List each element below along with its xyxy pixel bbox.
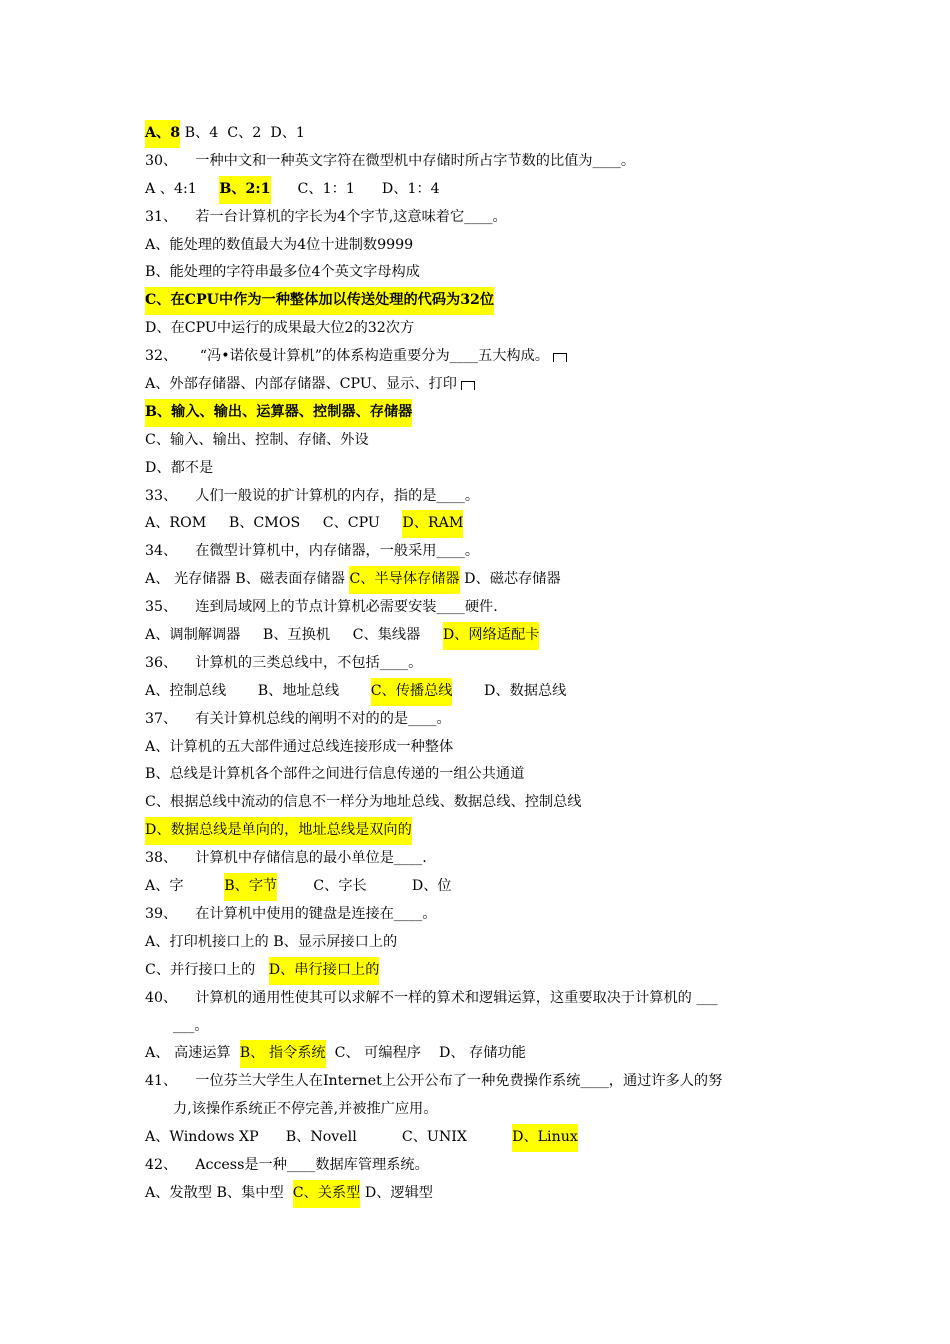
- text-segment: A、计算机的五大部件通过总线连接形成一种整体: [145, 738, 454, 755]
- text-line: [145, 761, 815, 789]
- text-segment: C、1：1 D、1：4: [270, 180, 440, 197]
- question-list: [145, 120, 815, 1208]
- highlighted-answer: B、字节: [224, 873, 277, 901]
- text-segment: 36、: [145, 654, 178, 671]
- highlighted-answer: D、网络适配卡: [443, 622, 540, 650]
- highlighted-answer: D、串行接口上的: [269, 957, 380, 985]
- text-line: [145, 399, 815, 427]
- text-line: [145, 232, 815, 260]
- question-text: 计算机中存储信息的最小单位是____.: [195, 850, 427, 867]
- text-line: [145, 957, 815, 985]
- highlighted-answer: C、传播总线: [371, 678, 453, 706]
- text-line: [145, 1152, 815, 1180]
- highlighted-answer: B、 指令系统: [240, 1040, 326, 1068]
- text-line: [145, 929, 815, 957]
- text-segment: 38、: [145, 850, 178, 867]
- text-segment: D、数据总线: [452, 682, 567, 699]
- text-line: [145, 1124, 815, 1152]
- text-segment: 39、: [145, 905, 178, 922]
- text-line: [145, 1068, 815, 1096]
- text-segment: 33、: [145, 487, 178, 504]
- text-line: [145, 985, 815, 1013]
- text-segment: A、能处理的数值最大为4位十进制数9999: [145, 236, 414, 253]
- text-segment: 34、: [145, 543, 178, 560]
- text-segment: A、字: [145, 878, 225, 895]
- text-line: [145, 1040, 815, 1068]
- text-line: [145, 706, 815, 734]
- text-segment: D、磁芯存储器: [459, 571, 561, 588]
- question-text: 连到局域网上的节点计算机必需要安装____硬件.: [195, 599, 498, 616]
- text-line: [145, 455, 815, 483]
- highlighted-answer: B、2:1: [219, 176, 270, 204]
- text-line: [145, 204, 815, 232]
- text-line: [145, 287, 815, 315]
- text-line: [145, 873, 815, 901]
- text-line: [145, 622, 815, 650]
- text-line: [145, 176, 815, 204]
- text-segment: 31、: [145, 208, 178, 225]
- text-segment: B、总线是计算机各个部件之间进行信息传递的一组公共通道: [145, 766, 525, 783]
- bracket-mark-icon: [461, 381, 475, 390]
- text-line: [145, 594, 815, 622]
- text-segment: B、能处理的字符串最多位4个英文字母构成: [145, 264, 420, 281]
- text-segment: A、外部存储器、内部存储器、CPU、显示、打印: [145, 376, 457, 393]
- text-segment: D、在CPU中运行的成果最大位2的32次方: [145, 320, 415, 337]
- text-segment: C、 可编程序 D、 存储功能: [325, 1045, 526, 1062]
- text-line: [145, 678, 815, 706]
- text-line: [145, 734, 815, 762]
- text-segment: 37、: [145, 710, 178, 727]
- question-text: 一位芬兰大学生人在Internet上公开公布了一种免费操作系统____，通过许多人的努: [195, 1073, 723, 1090]
- highlighted-answer: B、输入、输出、运算器、控制器、存储器: [145, 399, 412, 427]
- question-text: 一种中文和一种英文字符在微型机中存储时所占字节数的比值为____。: [195, 152, 636, 169]
- text-segment: 32、: [145, 348, 178, 365]
- text-segment: A、ROM B、CMOS C、CPU: [145, 515, 403, 532]
- text-line: [145, 483, 815, 511]
- text-line: [145, 120, 815, 148]
- question-text: 有关计算机总线的阐明不对的的是____。: [195, 710, 451, 727]
- text-line: [145, 1096, 815, 1124]
- text-line: [145, 1013, 815, 1041]
- text-segment: 42、: [145, 1156, 178, 1173]
- text-line: [145, 901, 815, 929]
- text-segment: C、并行接口上的: [145, 961, 269, 978]
- text-segment: A、控制总线 B、地址总线: [145, 682, 371, 699]
- highlighted-answer: C、关系型: [293, 1180, 361, 1208]
- bracket-mark-icon: [553, 353, 567, 362]
- text-line: [145, 845, 815, 873]
- highlighted-answer: D、数据总线是单向的，地址总线是双向的: [145, 817, 412, 845]
- text-line: [145, 315, 815, 343]
- text-segment: 30、: [145, 152, 178, 169]
- question-text: 若一台计算机的字长为4个字节,这意味着它____。: [195, 208, 507, 225]
- highlighted-answer: C、半导体存储器: [349, 566, 459, 594]
- question-text: “冯•诺依曼计算机”的体系构造重要分为____五大构成。: [195, 348, 549, 365]
- highlighted-answer: C、在CPU中作为一种整体加以传送处理的代码为32位: [145, 287, 494, 315]
- text-line: [145, 817, 815, 845]
- text-line: [145, 259, 815, 287]
- question-text: 在计算机中使用的键盘是连接在____。: [195, 905, 437, 922]
- highlighted-answer: D、RAM: [402, 510, 463, 538]
- text-segment: D、逻辑型: [360, 1184, 433, 1201]
- text-line: [145, 566, 815, 594]
- text-segment: A 、4:1: [145, 180, 220, 197]
- question-text: Access是一种____数据库管理系统。: [195, 1156, 429, 1173]
- text-segment: 力,该操作系统正不停完善,并被推广应用。: [173, 1101, 438, 1118]
- question-text: 计算机的通用性使其可以求解不一样的算术和逻辑运算，这重要取决于计算机的 ___: [195, 989, 718, 1006]
- text-segment: B、4 C、2 D、1: [180, 125, 305, 141]
- question-text: 人们一般说的扩计算机的内存，指的是____。: [195, 487, 480, 504]
- text-segment: A、调制解调器 B、互换机 C、集线器: [145, 627, 443, 644]
- text-line: [145, 343, 815, 371]
- text-segment: C、输入、输出、控制、存储、外设: [145, 431, 369, 448]
- text-segment: A、 光存储器 B、磁表面存储器: [145, 571, 350, 588]
- text-segment: 40、: [145, 989, 178, 1006]
- text-line: [145, 371, 815, 399]
- text-line: [145, 538, 815, 566]
- text-line: [145, 427, 815, 455]
- text-segment: A、发散型 B、集中型: [145, 1184, 293, 1201]
- text-segment: 41、: [145, 1073, 178, 1090]
- text-segment: C、根据总线中流动的信息不一样分为地址总线、数据总线、控制总线: [145, 794, 582, 811]
- text-segment: A、 高速运算: [145, 1045, 240, 1062]
- text-segment: 35、: [145, 599, 178, 616]
- text-segment: ___。: [173, 1017, 209, 1034]
- text-segment: D、都不是: [145, 459, 214, 476]
- text-line: [145, 650, 815, 678]
- highlighted-answer: A、8: [145, 120, 180, 148]
- text-line: [145, 148, 815, 176]
- text-segment: C、字长 D、位: [277, 878, 452, 895]
- text-segment: A、Windows XP B、Novell C、UNIX: [145, 1129, 513, 1146]
- text-line: [145, 1180, 815, 1208]
- question-text: 计算机的三类总线中，不包括____。: [195, 654, 423, 671]
- highlighted-answer: D、Linux: [512, 1124, 578, 1152]
- text-line: [145, 510, 815, 538]
- text-line: [145, 789, 815, 817]
- text-segment: A、打印机接口上的 B、显示屏接口上的: [145, 933, 398, 950]
- question-text: 在微型计算机中，内存储器，一般采用____。: [195, 543, 480, 560]
